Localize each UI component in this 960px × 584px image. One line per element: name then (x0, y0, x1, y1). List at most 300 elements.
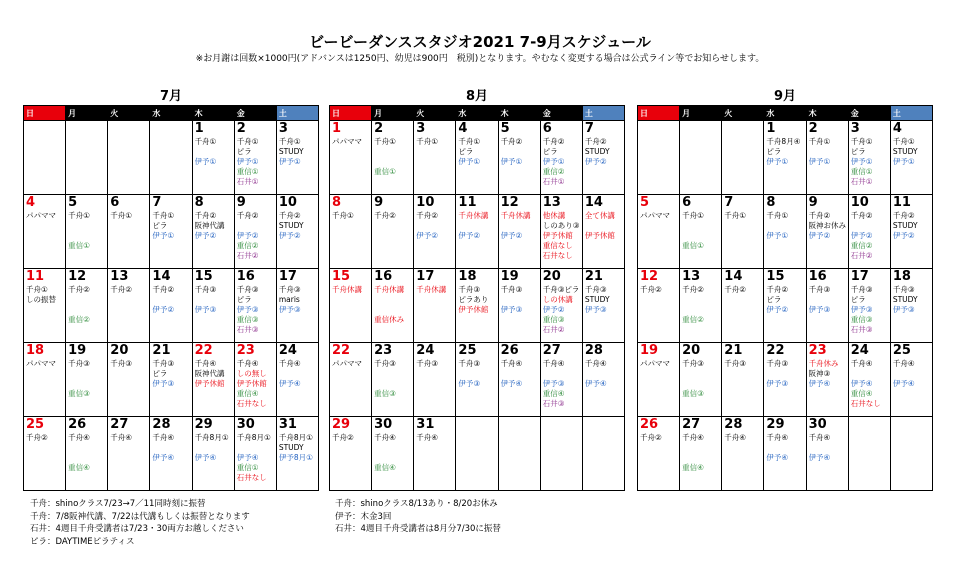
class-entry: 石井① (850, 177, 873, 186)
class-entry: 千舟② (500, 137, 523, 146)
class-entry: 千舟8月① (236, 433, 271, 442)
day-cell (414, 417, 456, 491)
day-cell (330, 269, 372, 343)
class-entry: 伊予③ (808, 305, 831, 314)
class-entry: パパママ (640, 359, 670, 368)
day-number: 27 (682, 417, 701, 432)
day-number: 3 (416, 121, 426, 136)
class-entry: 重信① (236, 463, 259, 472)
class-entry (374, 379, 411, 389)
class-entry: 千舟④ (850, 359, 873, 368)
weekday-header: 水 (150, 106, 192, 121)
day-number: 18 (892, 269, 911, 284)
day-number: 14 (584, 195, 603, 210)
day-cell (192, 121, 234, 195)
day-number (68, 122, 105, 137)
class-entry: 伊予① (278, 157, 301, 166)
class-entry: 伊予② (458, 231, 481, 240)
day-number: 9 (374, 195, 384, 210)
class-entry: 伊予② (236, 231, 259, 240)
class-entry (851, 221, 888, 231)
class-entry (416, 221, 453, 231)
note-line: 千舟：shinoクラス7/23→7／11同時刻に振替 (30, 499, 206, 509)
day-cell (848, 121, 890, 195)
week-row (24, 121, 319, 195)
day-cell (24, 343, 66, 417)
day-number: 14 (152, 269, 171, 284)
class-entry: 千舟② (542, 137, 565, 146)
day-number (851, 418, 888, 433)
day-cell (108, 343, 150, 417)
day-number: 14 (724, 269, 743, 284)
calendar-grid (23, 105, 319, 491)
class-entry: 千舟① (332, 211, 354, 220)
class-entry: 石井① (542, 177, 565, 186)
class-entry: 千舟③ (584, 285, 607, 294)
day-cell (890, 343, 932, 417)
weekday-header: 日 (24, 106, 66, 121)
class-entry: 千舟③ (416, 359, 439, 368)
day-cell (764, 195, 806, 269)
day-number: 16 (808, 269, 827, 284)
class-entry (809, 443, 846, 453)
class-entry (809, 295, 846, 305)
day-cell (806, 343, 848, 417)
weekday-header: 月 (66, 106, 108, 121)
class-entry: 伊予④ (152, 453, 175, 462)
day-cell (456, 343, 498, 417)
class-entry (501, 369, 538, 379)
day-number: 22 (332, 343, 351, 358)
week-row (24, 417, 319, 491)
class-entry: 千舟① (278, 137, 301, 146)
day-number: 8 (194, 195, 204, 210)
day-number: 12 (68, 269, 87, 284)
class-entry: 重信② (68, 315, 90, 324)
class-entry: 伊予① (236, 157, 259, 166)
day-cell (276, 121, 318, 195)
class-entry (585, 369, 622, 379)
class-entry: 千舟8月① (194, 433, 229, 442)
class-entry (68, 443, 105, 453)
class-entry: 千舟④ (808, 433, 831, 442)
class-entry: 他休講 (542, 211, 566, 220)
class-entry: 千舟② (808, 211, 831, 220)
class-entry: 千舟③ (152, 359, 175, 368)
day-cell (276, 195, 318, 269)
class-entry: STUDY (892, 221, 918, 230)
class-entry: 千舟① (766, 211, 789, 220)
class-entry: 千舟③ (766, 359, 789, 368)
day-number: 2 (808, 121, 818, 136)
class-entry: 石井なし (542, 251, 573, 260)
class-entry: 伊予③ (500, 305, 523, 314)
class-entry: 千舟④ (724, 433, 747, 442)
day-cell (890, 417, 932, 491)
day-number: 9 (808, 195, 818, 210)
class-entry (68, 221, 105, 231)
day-number: 7 (152, 195, 162, 210)
class-entry: パパママ (26, 359, 56, 368)
class-entry: 重信② (682, 315, 704, 324)
class-entry: 伊予② (194, 231, 217, 240)
day-cell (638, 195, 680, 269)
class-entry: 伊予① (850, 157, 873, 166)
class-entry: 千舟② (584, 137, 607, 146)
day-number (585, 418, 622, 433)
note-line: 千舟：7/8阪神代講、7/22は代講もしくは振替となります (30, 511, 250, 522)
class-entry: ピラ (152, 369, 168, 378)
class-entry: 石井③ (850, 325, 873, 334)
day-cell (638, 417, 680, 491)
weekday-header: 火 (108, 106, 150, 121)
class-entry: 千舟③ピラ (542, 285, 580, 294)
day-number: 22 (766, 343, 785, 358)
day-cell (234, 269, 276, 343)
class-entry: 千舟④ (542, 359, 565, 368)
day-number: 4 (892, 121, 902, 136)
day-cell (680, 269, 722, 343)
class-entry: 伊予④ (584, 379, 607, 388)
day-cell (722, 195, 764, 269)
notes-left (30, 498, 250, 548)
class-entry: 千舟② (850, 211, 873, 220)
day-number: 26 (68, 417, 87, 432)
day-number: 30 (808, 417, 827, 432)
class-entry: しのあり③ (542, 221, 580, 230)
day-number: 21 (152, 343, 171, 358)
class-entry (501, 295, 538, 305)
class-entry (195, 295, 232, 305)
day-number: 26 (640, 417, 659, 432)
class-entry: 千舟④ (584, 359, 607, 368)
class-entry (585, 221, 622, 231)
day-number: 10 (278, 195, 297, 210)
day-cell (806, 121, 848, 195)
class-entry: STUDY (584, 147, 610, 156)
class-entry (68, 295, 105, 305)
class-entry: 千舟① (892, 137, 915, 146)
class-entry: 重信④ (850, 389, 873, 398)
class-entry: 伊予④ (500, 379, 523, 388)
day-cell (848, 269, 890, 343)
class-entry: 伊予④ (194, 453, 217, 462)
class-entry: 千舟休み (808, 359, 839, 368)
class-entry: 千舟③ (68, 359, 90, 368)
class-entry (682, 305, 719, 315)
class-entry (766, 443, 803, 453)
day-cell (722, 121, 764, 195)
class-entry: 伊予② (542, 305, 565, 314)
day-number: 1 (766, 121, 776, 136)
note-line: 伊予：木金3回 (335, 511, 392, 522)
class-entry: 千舟③ (194, 285, 217, 294)
class-entry: 千舟休講 (332, 285, 362, 294)
day-number: 31 (278, 417, 297, 432)
class-entry: ピラあり (458, 295, 489, 304)
day-number: 17 (850, 269, 869, 284)
day-cell (806, 269, 848, 343)
class-entry (374, 157, 411, 167)
day-cell (680, 417, 722, 491)
day-number: 6 (542, 121, 552, 136)
day-cell (234, 195, 276, 269)
class-entry: 千舟③ (110, 359, 133, 368)
class-entry: 千舟8月④ (766, 137, 801, 146)
class-entry: 重信③ (850, 315, 873, 324)
day-cell (66, 121, 108, 195)
day-number: 12 (500, 195, 519, 210)
month-title: 7月 (159, 89, 183, 104)
class-entry: 伊予① (194, 157, 217, 166)
class-entry (682, 295, 719, 305)
class-entry (68, 369, 105, 379)
day-number (682, 122, 719, 137)
day-cell (150, 343, 192, 417)
day-cell (150, 417, 192, 491)
day-number (640, 122, 677, 137)
class-entry: 重信② (850, 241, 873, 250)
day-cell (234, 417, 276, 491)
class-entry (501, 147, 538, 157)
day-number: 5 (500, 121, 510, 136)
month-title: 9月 (773, 89, 797, 104)
class-entry (851, 369, 888, 379)
day-cell (276, 417, 318, 491)
day-cell (372, 121, 414, 195)
day-cell (372, 195, 414, 269)
class-entry: ピラ (236, 295, 252, 304)
class-entry: STUDY (584, 295, 610, 304)
class-entry: 重信④ (374, 463, 396, 472)
class-entry: 千舟③ (724, 359, 747, 368)
class-entry: 伊予② (416, 231, 439, 240)
class-entry: 千舟② (682, 285, 704, 294)
class-entry (374, 453, 411, 463)
week-row (24, 269, 319, 343)
day-number: 9 (236, 195, 246, 210)
day-cell (764, 121, 806, 195)
day-number: 11 (26, 269, 45, 284)
class-entry (237, 221, 274, 231)
calendar-grid (637, 105, 933, 491)
day-number: 20 (682, 343, 701, 358)
day-number: 31 (416, 417, 435, 432)
class-entry: 伊予① (500, 157, 523, 166)
day-cell (498, 417, 540, 491)
day-number: 23 (374, 343, 393, 358)
class-entry: 千舟① (194, 137, 217, 146)
day-cell (330, 417, 372, 491)
class-entry: 千舟④ (416, 433, 439, 442)
day-cell (498, 195, 540, 269)
class-entry: 阪神代講 (194, 221, 225, 230)
day-cell (372, 269, 414, 343)
weekday-header: 月 (372, 106, 414, 121)
day-cell (582, 343, 624, 417)
day-number: 10 (850, 195, 869, 210)
class-entry: 千舟② (194, 211, 217, 220)
day-cell (456, 269, 498, 343)
class-entry (458, 369, 495, 379)
class-entry: 伊予④ (892, 379, 915, 388)
class-entry (68, 231, 105, 241)
day-cell (540, 343, 582, 417)
day-cell (108, 195, 150, 269)
pricing-note: ※お月謝は回数×1000円(アドバンスは1250円、幼児は900円 税別)となります。やむなく変更する場合は公式ライン等でお知らせします。 (195, 54, 765, 64)
class-entry: 石井③ (236, 325, 259, 334)
day-number: 18 (458, 269, 477, 284)
class-entry: 千舟③ (892, 285, 915, 294)
class-entry: 石井③ (542, 399, 565, 408)
class-entry (374, 443, 411, 453)
class-entry: 伊予② (584, 157, 607, 166)
class-entry: 石井② (236, 251, 259, 260)
day-cell (24, 269, 66, 343)
class-entry: 伊予③ (236, 305, 259, 314)
day-number: 12 (640, 269, 659, 284)
class-entry: 千舟② (236, 211, 259, 220)
day-cell (456, 417, 498, 491)
week-row (330, 195, 625, 269)
class-entry: 伊予④ (850, 379, 873, 388)
class-entry: 千舟③ (808, 285, 831, 294)
class-entry: 重信④ (542, 389, 565, 398)
day-number: 8 (332, 195, 342, 210)
day-number: 19 (68, 343, 87, 358)
class-entry: 伊予③ (892, 305, 915, 314)
class-entry: 重信③ (374, 389, 396, 398)
day-number: 7 (584, 121, 594, 136)
weekday-header: 金 (234, 106, 276, 121)
class-entry (766, 221, 803, 231)
class-entry: しの無し (236, 369, 267, 378)
day-number: 24 (278, 343, 297, 358)
class-entry (374, 305, 411, 315)
day-cell (498, 269, 540, 343)
weekday-header: 土 (582, 106, 624, 121)
day-cell (722, 269, 764, 343)
day-number: 19 (640, 343, 659, 358)
day-number: 20 (110, 343, 129, 358)
day-number: 11 (892, 195, 911, 210)
day-number: 4 (26, 195, 36, 210)
day-number: 29 (194, 417, 213, 432)
class-entry: パパママ (640, 211, 670, 220)
day-number: 24 (416, 343, 435, 358)
day-cell (108, 121, 150, 195)
class-entry: 千舟① (152, 211, 175, 220)
class-entry: 石井① (236, 177, 259, 186)
day-number: 6 (110, 195, 120, 210)
class-entry (682, 379, 719, 389)
day-cell (638, 121, 680, 195)
day-number: 21 (724, 343, 743, 358)
class-entry: 重信③ (682, 389, 704, 398)
class-entry (682, 231, 719, 241)
class-entry: 千舟① (682, 211, 704, 220)
class-entry (279, 369, 316, 379)
class-entry (374, 369, 411, 379)
day-number: 6 (682, 195, 692, 210)
class-entry: 伊予① (808, 157, 831, 166)
class-entry: 伊予③ (458, 379, 481, 388)
day-cell (276, 269, 318, 343)
class-entry (195, 443, 232, 453)
class-entry: 石井② (542, 325, 565, 334)
day-number: 17 (278, 269, 297, 284)
class-entry (501, 221, 538, 231)
class-entry: 伊予② (892, 231, 915, 240)
class-entry: 千舟② (110, 285, 133, 294)
class-entry: 千舟② (278, 211, 301, 220)
day-number: 13 (110, 269, 129, 284)
class-entry: 千舟④ (194, 359, 217, 368)
day-number (458, 418, 495, 433)
day-cell (540, 195, 582, 269)
class-entry: 千舟③ (458, 285, 481, 294)
class-entry: 千舟休講 (416, 285, 447, 294)
day-cell (330, 195, 372, 269)
class-entry: 石井② (850, 251, 873, 260)
day-number: 22 (194, 343, 213, 358)
day-number: 7 (724, 195, 734, 210)
day-cell (330, 121, 372, 195)
class-entry: 重信② (542, 167, 565, 176)
class-entry: 伊予休館 (236, 379, 267, 388)
class-entry: 千舟② (724, 285, 747, 294)
class-entry (682, 443, 719, 453)
day-number: 28 (584, 343, 603, 358)
day-number: 25 (458, 343, 477, 358)
class-entry (237, 443, 274, 453)
class-entry: 伊予休館 (584, 231, 615, 240)
day-cell (540, 269, 582, 343)
class-entry: 重信③ (236, 315, 259, 324)
class-entry: 千舟④ (68, 433, 90, 442)
day-cell (414, 269, 456, 343)
class-entry: しの休講 (542, 295, 573, 304)
day-number (724, 122, 761, 137)
day-number (110, 122, 147, 137)
class-entry: 千舟② (26, 433, 48, 442)
day-number: 13 (682, 269, 701, 284)
class-entry: 伊予休館 (194, 379, 225, 388)
day-cell (414, 121, 456, 195)
day-number: 24 (850, 343, 869, 358)
weekday-header: 木 (806, 106, 848, 121)
class-entry: 伊予8月① (278, 453, 313, 462)
day-number: 5 (640, 195, 650, 210)
class-entry: 千舟② (892, 211, 915, 220)
day-number (501, 418, 538, 433)
day-cell (414, 343, 456, 417)
day-cell (680, 121, 722, 195)
day-number: 15 (766, 269, 785, 284)
class-entry: 重信① (850, 167, 873, 176)
class-entry (766, 369, 803, 379)
day-number: 30 (236, 417, 255, 432)
class-entry (68, 453, 105, 463)
week-row (24, 343, 319, 417)
class-entry: STUDY (278, 221, 304, 230)
day-cell (638, 269, 680, 343)
class-entry: 重信① (236, 167, 259, 176)
class-entry: 千舟休講 (500, 211, 531, 220)
day-cell (150, 195, 192, 269)
class-entry: 重信④ (236, 389, 259, 398)
day-cell (582, 121, 624, 195)
